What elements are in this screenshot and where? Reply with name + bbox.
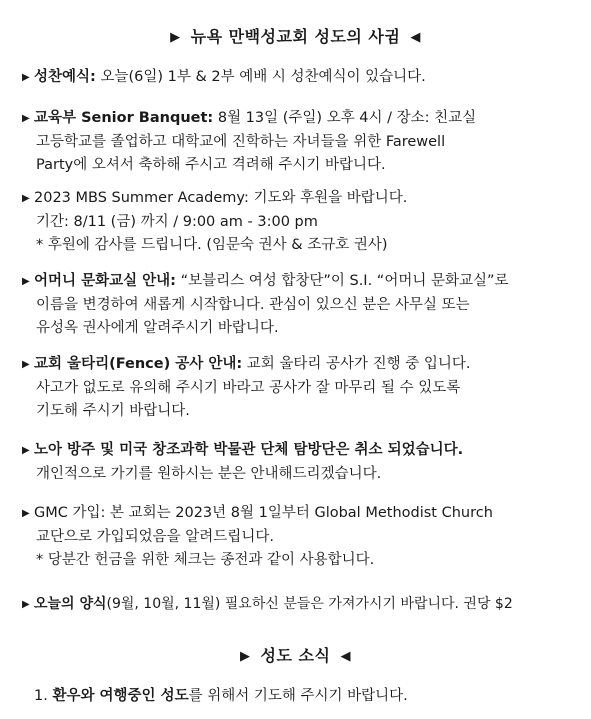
play-right-triangle-icon: ▶ — [170, 30, 181, 45]
announcement-text: 고등학교를 졸업하고 대학교에 진학하는 자녀들을 위한 Farewell — [36, 133, 446, 150]
announcement-label: 오늘의 양식 — [34, 596, 107, 612]
announcement-text: 유성옥 권사에게 알려주시기 바랍니다. — [36, 320, 279, 336]
play-right-triangle-icon: ▶ — [240, 649, 251, 664]
announcement-text: 교회 울타리 공사가 진행 중 입니다. — [246, 356, 471, 372]
member-news-title: 성도 소식 — [260, 646, 331, 665]
news-highlight: 환우와 여행중인 성도 — [52, 688, 189, 704]
announcement-text: “보블리스 여성 합창단”이 S.I. “어머니 문화교실”로 — [180, 273, 509, 289]
section-title-fellowship — [0, 24, 591, 47]
fellowship-title: 뉴욕 만백성교회 성도의 사귐 — [190, 27, 401, 46]
announcement-fence-construction — [22, 353, 582, 424]
announcement-text: * 후원에 감사를 드립니다. (임문숙 권사 & 조규호 권사) — [36, 237, 388, 253]
announcement-text: 교단으로 가입되었음을 알려드립니다. — [36, 528, 274, 545]
section-title-member-news — [0, 643, 591, 666]
bullet-triangle-icon: ▶ — [22, 113, 30, 124]
announcement-daily-bread — [22, 593, 582, 617]
announcement-text: 기도해 주시기 바랍니다. — [36, 403, 190, 419]
play-left-triangle-icon: ◀ — [340, 649, 351, 664]
announcement-label: GMC 가입: — [34, 505, 106, 521]
play-left-triangle-icon: ◀ — [410, 30, 421, 45]
bullet-triangle-icon: ▶ — [22, 359, 30, 370]
announcement-label: 2023 MBS Summer Academy: — [34, 190, 249, 206]
announcement-text: 기도와 후원을 바랍니다. — [253, 190, 408, 206]
bullet-triangle-icon: ▶ — [22, 72, 30, 83]
announcement-label: 성찬예식: — [34, 69, 96, 85]
announcement-mothers-culture-class — [22, 270, 582, 341]
announcement-senior-banquet — [22, 107, 582, 178]
bullet-triangle-icon: ▶ — [22, 193, 30, 204]
announcement-label: 노아 방주 및 미국 창조과학 박물관 단체 탐방단은 취소 되었습니다. — [34, 442, 464, 458]
announcement-gmc-membership — [22, 502, 582, 573]
announcement-text: * 당분간 헌금을 위한 체크는 종전과 같이 사용합니다. — [36, 552, 375, 568]
announcement-label: 어머니 문화교실 안내: — [34, 273, 176, 289]
announcement-label: 교육부 Senior Banquet: — [34, 110, 214, 126]
announcement-label: 교회 울타리(Fence) 공사 안내: — [34, 356, 243, 372]
news-number: 1. — [34, 688, 48, 704]
bullet-triangle-icon: ▶ — [22, 508, 30, 519]
bullet-triangle-icon: ▶ — [22, 599, 30, 610]
announcement-text: 본 교회는 2023년 8월 1일부터 Global Methodist Church — [110, 505, 493, 521]
bullet-triangle-icon: ▶ — [22, 276, 30, 287]
member-news-item — [34, 684, 408, 705]
announcement-text: (9월, 10월, 11월) 필요하신 분들은 가져가시기 바랍니다. 권당 $2 — [106, 596, 513, 612]
announcement-text: 사고가 없도로 유의해 주시기 바라고 공사가 잘 마무리 될 수 있도록 — [36, 379, 461, 396]
announcement-text: 8월 13일 (주일) 오후 4시 / 장소: 친교실 — [217, 110, 477, 126]
announcement-ark-tour-cancelled — [22, 439, 582, 486]
announcement-communion — [22, 66, 582, 90]
announcement-text: 기간: 8/11 (금) 까지 / 9:00 am - 3:00 pm — [36, 213, 318, 230]
announcement-summer-academy — [22, 187, 582, 258]
announcement-text: 오늘(6일) 1부 & 2부 예배 시 성찬예식이 있습니다. — [100, 69, 426, 85]
news-text: 를 위해서 기도해 주시기 바랍니다. — [188, 688, 408, 704]
announcement-text: 개인적으로 가기를 원하시는 분은 안내해드리겠습니다. — [36, 465, 382, 482]
announcement-text: 이름을 변경하여 새롭게 시작합니다. 관심이 있으신 분은 사무실 또는 — [36, 296, 470, 313]
bullet-triangle-icon: ▶ — [22, 445, 30, 456]
announcement-text: Party에 오셔서 축하해 주시고 격려해 주시기 바랍니다. — [36, 157, 386, 173]
